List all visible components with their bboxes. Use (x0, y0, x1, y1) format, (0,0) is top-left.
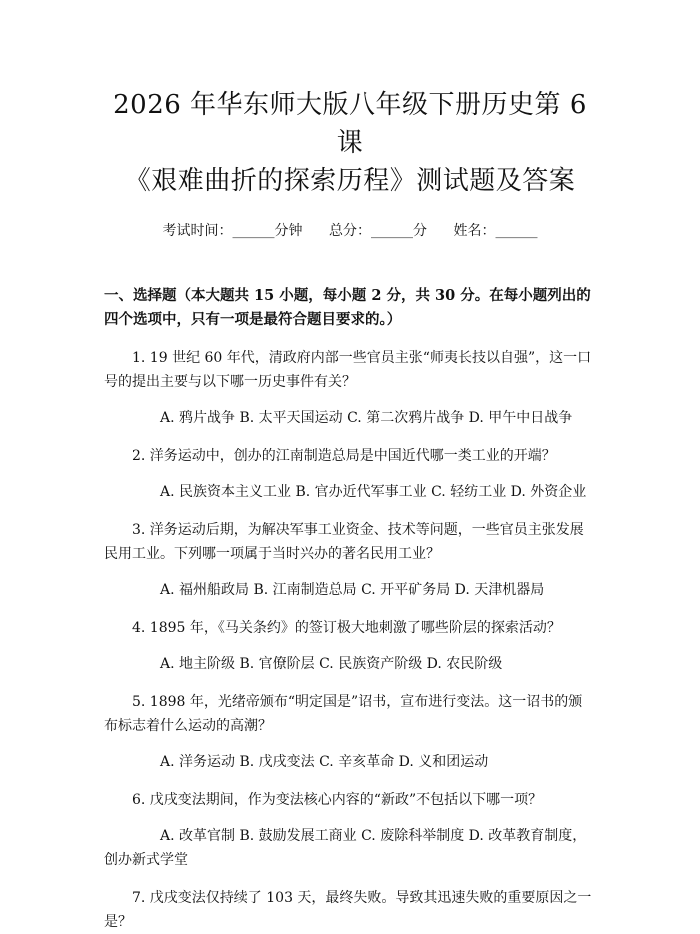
title-line-1: 2026 年华东师大版八年级下册历史第 6 课 (113, 90, 587, 158)
question-4-options: A. 地主阶级 B. 官僚阶层 C. 民族资产阶级 D. 农民阶级 (160, 656, 503, 672)
question-4: 4. 1895 年，《马关条约》的签订极大地刺激了哪些阶层的探索活动？ (132, 620, 561, 636)
question-5: 5. 1898 年，光绪帝颁布“明定国是”诏书，宣布进行变法。这一诏书的颁布标志着什么运动的高潮？ (104, 694, 583, 734)
exam-info (104, 220, 596, 242)
question-5-options: A. 洋务运动 B. 戊戌变法 C. 辛亥革命 D. 义和团运动 (160, 754, 489, 770)
question-1: 1. 19 世纪 60 年代，清政府内部一些官员主张“师夷长技以自强”，这一口号的提出主要与以下哪一历史事件有关？ (104, 350, 592, 390)
question-6-options: A. 改革官制 B. 鼓励发展工商业 C. 废除科举制度 D. 改革教育制度，创办新式学堂 (104, 828, 587, 868)
question-2-options: A. 民族资本主义工业 B. 官办近代军事工业 C. 轻纺工业 D. 外资企业 (160, 484, 587, 500)
question-1-options: A. 鸦片战争 B. 太平天国运动 C. 第二次鸦片战争 D. 甲午中日战争 (160, 410, 573, 426)
question-3: 3. 洋务运动后期，为解决军事工业资金、技术等问题，一些官员主张发展民用工业。下列哪一项属于当时兴办的著名民用工业？ (104, 522, 584, 562)
total-score: 总分：______分 (329, 223, 427, 239)
name-field: 姓名：______ (453, 223, 538, 239)
exam-time: 考试时间：______分钟 (162, 223, 303, 239)
section-heading: 一、选择题（本大题共 15 小题，每小题 2 分，共 30 分。在每小题列出的四个选项中，只有一项是最符合题目要求的。） (104, 287, 591, 328)
question-6: 6. 戊戌变法期间，作为变法核心内容的“新政”不包括以下哪一项？ (132, 792, 543, 808)
title-line-2: 《艰难曲折的探索历程》测试题及答案 (124, 166, 576, 196)
question-7: 7. 戊戌变法仅持续了 103 天，最终失败。导致其迅速失败的重要原因之一是？ (104, 890, 592, 930)
question-2: 2. 洋务运动中，创办的江南制造总局是中国近代哪一类工业的开端？ (132, 448, 556, 464)
document-title (104, 86, 596, 200)
question-3-options: A. 福州船政局 B. 江南制造总局 C. 开平矿务局 D. 天津机器局 (160, 582, 545, 598)
